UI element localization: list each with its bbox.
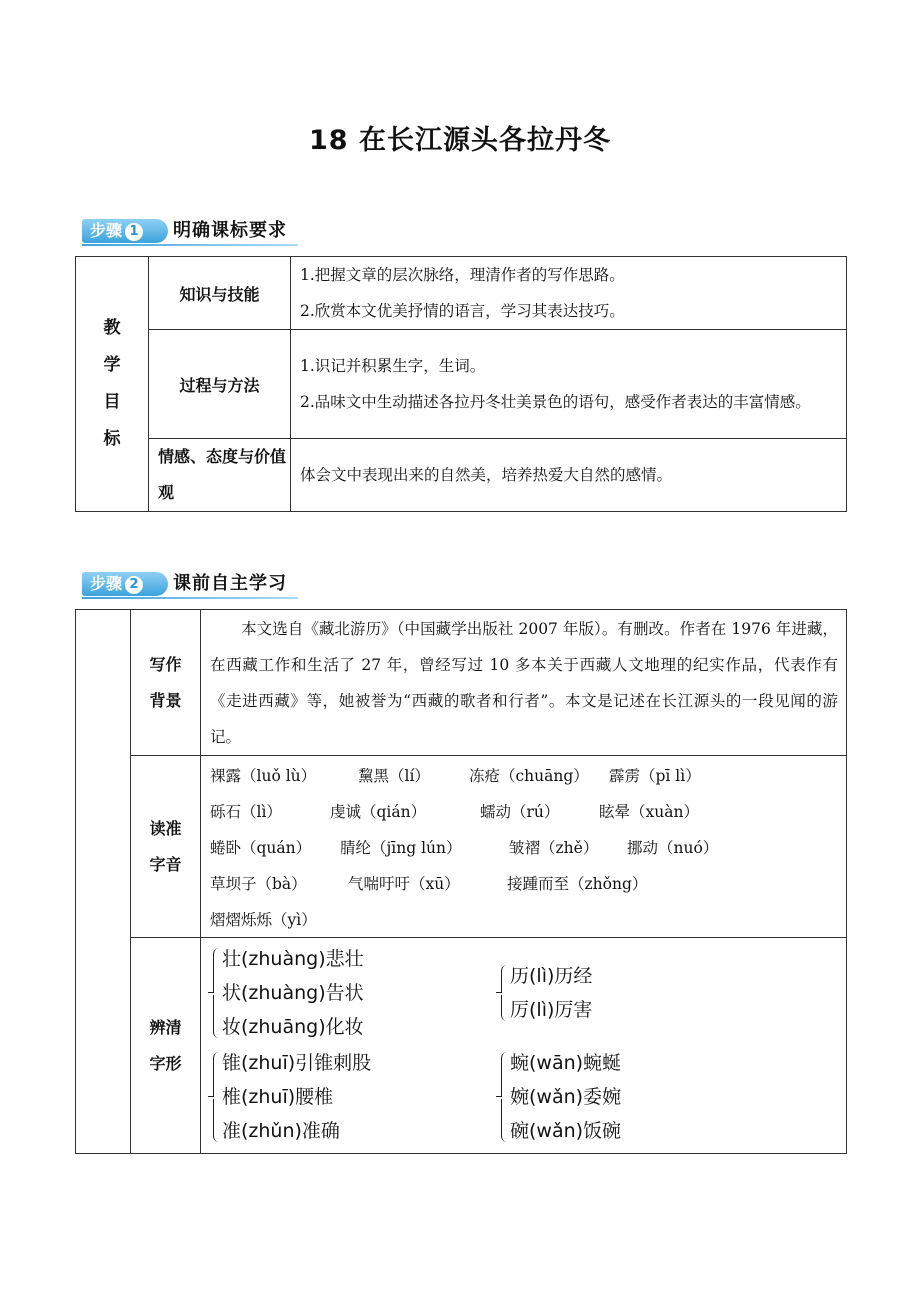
list-item: 壮(zhuàng)悲壮 [222, 947, 364, 970]
goals-table [75, 256, 847, 512]
goals-label-knowledge: 知识与技能 [149, 257, 291, 330]
list-item: 碗(wǎn)饭碗 [510, 1119, 622, 1142]
step2-badge-label: 步骤 [90, 574, 123, 593]
list-item: 厉(lì)厉害 [510, 998, 593, 1021]
brace-icon [501, 1052, 509, 1142]
list-item: 砾石（lì） [210, 802, 282, 821]
list-item: 历(lì)历经 [510, 964, 593, 987]
list-item: 草坝子（bà） [210, 874, 307, 893]
page-title: 18 在长江源头各拉丹冬 [309, 125, 611, 156]
list-item: 冻疮（chuāng） [469, 766, 589, 785]
list-item: 接踵而至（zhǒng） [507, 874, 648, 893]
list-item: 腈纶（jīng lún） [340, 838, 462, 857]
step1-underline [82, 244, 298, 246]
goals-content-attitude: 体会文中表现出来的自然美，培养热爱大自然的感情。 [291, 439, 847, 512]
study-side-cell [76, 610, 131, 1154]
step1-header [82, 219, 312, 245]
list-item: 妆(zhuāng)化妆 [222, 1015, 364, 1038]
pronunciation-cell [201, 756, 847, 938]
list-item: 气喘吁吁（xū） [348, 874, 460, 893]
list-item: 状(zhuàng)告状 [222, 981, 364, 1004]
brace-icon [213, 1052, 221, 1142]
brace-icon [213, 948, 221, 1038]
list-item: 蠕动（rú） [480, 802, 560, 821]
list-item: 霹雳（pī lì） [609, 766, 701, 785]
list-item: 椎(zhuī)腰椎 [222, 1085, 334, 1108]
goals-content-knowledge: 1.把握文章的层次脉络，理清作者的写作思路。 2.欣赏本文优美抒情的语言，学习其表达技巧。 [291, 257, 847, 330]
list-item: 黧黑（lí） [358, 766, 430, 785]
goals-label-attitude: 情感、态度与价值观 [149, 439, 291, 512]
list-item: 裸露（luǒ lù） [210, 766, 317, 785]
step2-header [82, 572, 312, 598]
list-item: 熠熠烁烁（yì） [210, 910, 317, 929]
study-table [75, 609, 847, 1154]
step2-underline [82, 597, 298, 599]
step1-title: 明确课标要求 [173, 220, 287, 241]
brace-icon [501, 965, 509, 1021]
step2-title: 课前自主学习 [173, 573, 287, 594]
list-item: 锥(zhuī)引锥刺股 [222, 1051, 372, 1074]
list-item: 挪动（nuó） [627, 838, 719, 857]
glyph-group-2 [510, 959, 592, 1027]
goals-label-process: 过程与方法 [149, 330, 291, 439]
glyphs-cell [201, 938, 847, 1154]
list-item: 虔诚（qián） [330, 802, 427, 821]
step1-number: 1 [125, 223, 143, 241]
pronunciation-label: 读准 字音 [131, 756, 201, 938]
list-item: 眩晕（xuàn） [599, 802, 699, 821]
glyphs-label: 辨清 字形 [131, 938, 201, 1154]
goals-content-process: 1.识记并积累生字，生词。 2.品味文中生动描述各拉丹冬壮美景色的语句，感受作者表达的丰富情感。 [291, 330, 847, 439]
list-item: 准(zhǔn)准确 [222, 1119, 340, 1142]
goals-side-label: 教 学 目 标 [76, 257, 149, 512]
glyph-group-4 [510, 1046, 621, 1148]
background-label: 写作 背景 [131, 610, 201, 756]
list-item: 蜷卧（quán） [210, 838, 312, 857]
list-item: 蜿(wān)蜿蜒 [510, 1051, 622, 1074]
step1-badge-label: 步骤 [90, 221, 123, 240]
glyphs-area [201, 939, 846, 1153]
glyph-group-3 [222, 1046, 371, 1148]
pronunciation-list [201, 758, 846, 936]
step2-badge [82, 572, 168, 596]
background-text: 本文选自《藏北游历》（中国藏学出版社 2007 年版）。有删改。作者在 1976 年进藏，在西藏工作和生活了 27 年，曾经写过 10 多本关于西藏人文地理的纪实作品，代表作有《走进西藏》等，她被誉为“西藏的歌者和行者”。本文是记述在长江源头的一段见闻的游记。 [201, 610, 847, 756]
list-item: 婉(wǎn)委婉 [510, 1085, 622, 1108]
list-item: 皱褶（zhě） [509, 838, 599, 857]
glyph-group-1 [222, 942, 364, 1044]
step2-number: 2 [125, 576, 143, 594]
step1-badge [82, 219, 168, 243]
